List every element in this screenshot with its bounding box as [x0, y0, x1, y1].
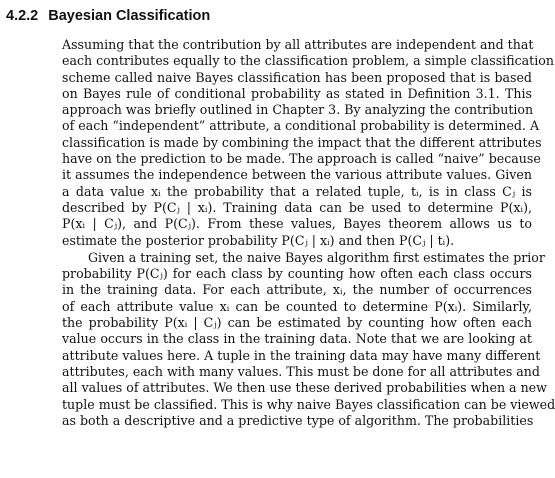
text-line: value occurs in the class in the training data. Note that we are looking at [62, 331, 532, 347]
text-line: the probability P(xᵢ | Cⱼ) can be estimated by counting how often each [62, 315, 532, 331]
text-line: probability P(Cⱼ) for each class by counting how often each class occurs [62, 266, 532, 282]
text-line: described by P(Cⱼ | xᵢ). Training data can be used to determine P(xᵢ), [62, 199, 532, 215]
text-line: have on the prediction to be made. The approach is called “naive” because [62, 151, 541, 167]
text-line: tuple must be classified. This is why naive Bayes classification can be viewed [62, 396, 555, 412]
section-number: 4.2.2 [6, 8, 39, 24]
text-line: estimate the posterior probability P(Cⱼ | xᵢ) and then P(Cⱼ | tᵢ). [62, 232, 455, 248]
paragraph-2 [62, 249, 555, 429]
text-line: in the training data. For each attribute, xᵢ, the number of occurrences [62, 282, 532, 298]
text-line: approach was briefly outlined in Chapter 3. By analyzing the contribution [62, 102, 534, 118]
section-title: Bayesian Classification [48, 8, 211, 24]
text-line: classification is made by combining the impact that the different attributes [62, 134, 542, 150]
text-line: Given a training set, the naive Bayes algorithm first estimates the prior [88, 249, 545, 265]
text-line: it assumes the independence between the various attribute values. Given [62, 167, 532, 183]
text-line: as both a descriptive and a predictive type of algorithm. The probabilities [62, 412, 534, 428]
text-line: attribute values here. A tuple in the training data may have many different [62, 347, 541, 363]
text-line: each contributes equally to the classification problem, a simple classification [62, 53, 554, 69]
text-line: of each attribute value xᵢ can be counted to determine P(xᵢ). Similarly, [62, 298, 532, 314]
text-line: all values of attributes. We then use these derived probabilities when a new [62, 380, 547, 396]
text-line: Assuming that the contribution by all attributes are independent and that [62, 37, 534, 52]
text-line: attributes, each with many values. This must be done for all attributes and [62, 363, 540, 379]
text-line: scheme called naive Bayes classification has been proposed that is based [62, 69, 532, 85]
text-line: a data value xᵢ the probability that a related tuple, tᵢ, is in class Cⱼ is [62, 183, 532, 199]
text-line: on Bayes rule of conditional probability as stated in Definition 3.1. This [62, 85, 532, 101]
body-text [62, 37, 555, 429]
section-heading [6, 8, 210, 24]
text-line: P(xᵢ | Cⱼ), and P(Cⱼ). From these values, Bayes theorem allows us to [62, 216, 532, 232]
paragraph-1 [62, 37, 554, 249]
text-line: of each “independent” attribute, a conditional probability is determined. A [62, 118, 540, 134]
